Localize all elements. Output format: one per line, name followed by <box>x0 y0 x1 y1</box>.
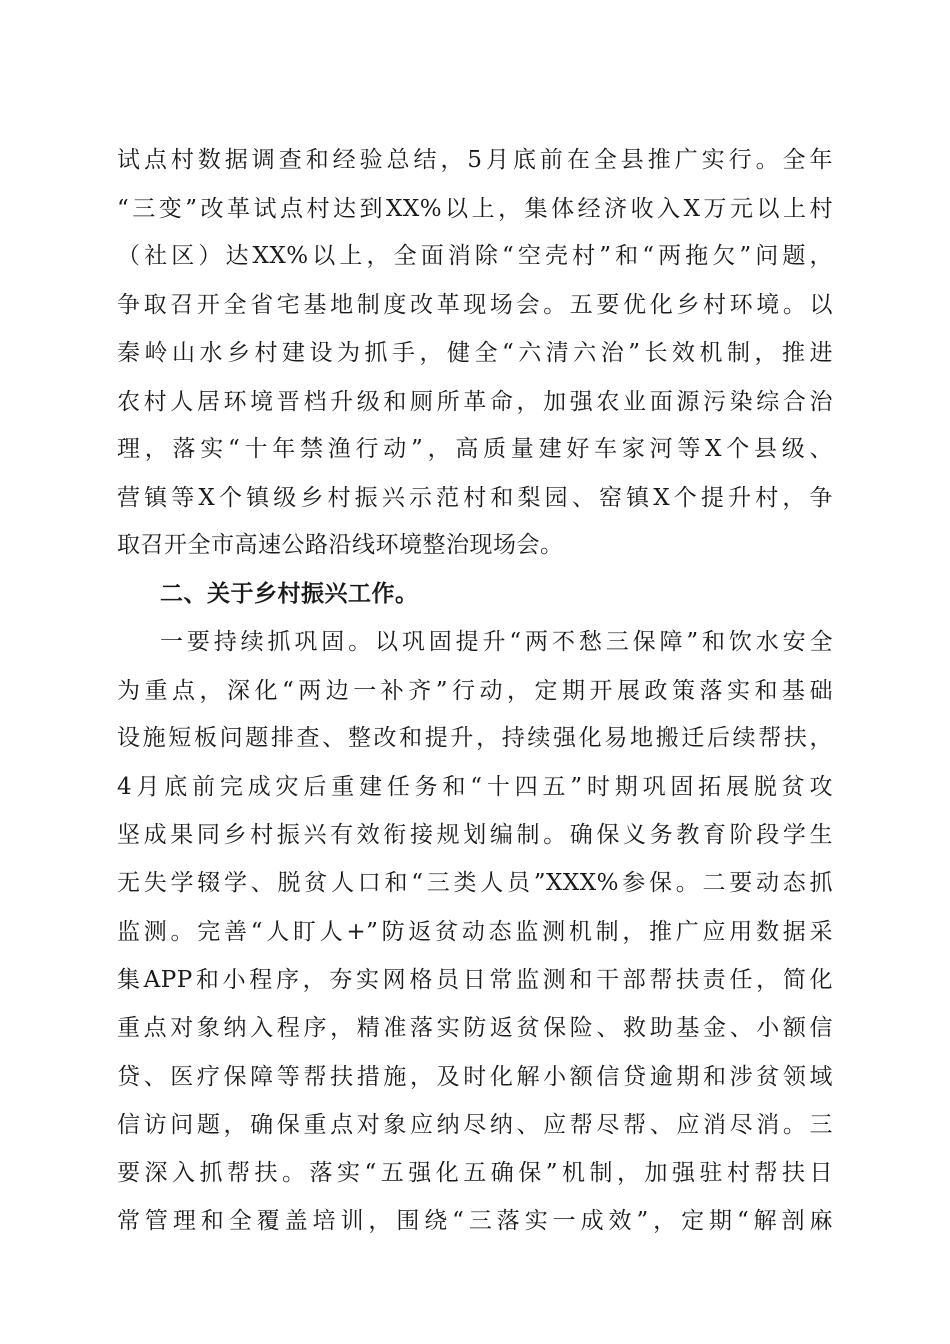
paragraph-2-line-10: 贷、医疗保障等帮扶措施，及时化解小额信贷逾期和涉贫领域 <box>117 1064 833 1090</box>
paragraph-1-line-2: “三变”改革试点村达到XX%以上，集体经济收入X万元以上村 <box>117 196 833 222</box>
paragraph-1-line-7: 理，落实“十年禁渔行动”，高质量建好车家河等X个县级、 <box>117 436 833 462</box>
paragraph-2-line-3: 设施短板问题排查、整改和提升，持续强化易地搬迁后续帮扶， <box>117 725 833 751</box>
paragraph-1-line-1: 试点村数据调查和经验总结，5月底前在全县推广实行。全年 <box>117 147 833 173</box>
paragraph-2-line-5: 坚成果同乡村振兴有效衔接规划编制。确保义务教育阶段学生 <box>117 822 833 848</box>
paragraph-2-line-9: 重点对象纳入程序，精准落实防返贫保险、救助基金、小额信 <box>117 1015 833 1041</box>
paragraph-1-line-3: （社区）达XX%以上，全面消除“空壳村”和“两拖欠”问题， <box>117 243 833 269</box>
paragraph-2-line-1: 一要持续抓巩固。以巩固提升“两不愁三保障”和饮水安全 <box>160 629 833 655</box>
paragraph-2-line-11: 信访问题，确保重点对象应纳尽纳、应帮尽帮、应消尽消。三 <box>117 1112 833 1138</box>
paragraph-1-line-4: 争取召开全省宅基地制度改革现场会。五要优化乡村环境。以 <box>117 292 833 318</box>
paragraph-1-line-5: 秦岭山水乡村建设为抓手，健全“六清六治”长效机制，推进 <box>117 340 833 366</box>
paragraph-2-line-8: 集APP和小程序，夯实网格员日常监测和干部帮扶责任，简化 <box>117 967 833 993</box>
section-heading: 二、关于乡村振兴工作。 <box>160 581 419 607</box>
paragraph-2-line-12: 要深入抓帮扶。落实“五强化五确保”机制，加强驻村帮扶日 <box>117 1160 833 1186</box>
paragraph-2-line-4: 4月底前完成灾后重建任务和“十四五”时期巩固拓展脱贫攻 <box>117 774 833 800</box>
paragraph-1-line-9: 取召开全市高速公路沿线环境整治现场会。 <box>117 532 564 558</box>
paragraph-1-line-8: 营镇等X个镇级乡村振兴示范村和梨园、窑镇X个提升村，争 <box>117 485 833 511</box>
paragraph-2-line-2: 为重点，深化“两边一补齐”行动，定期开展政策落实和基础 <box>117 678 833 704</box>
paragraph-2-line-13: 常管理和全覆盖培训，围绕“三落实一成效”，定期“解剖麻 <box>117 1208 833 1234</box>
paragraph-2-line-7: 监测。完善“人盯人+”防返贫动态监测机制，推广应用数据采 <box>117 919 833 945</box>
paragraph-1-line-6: 农村人居环境晋档升级和厕所革命，加强农业面源污染综合治 <box>117 389 833 415</box>
paragraph-2-line-6: 无失学辍学、脱贫人口和“三类人员”XXX%参保。二要动态抓 <box>117 870 833 896</box>
